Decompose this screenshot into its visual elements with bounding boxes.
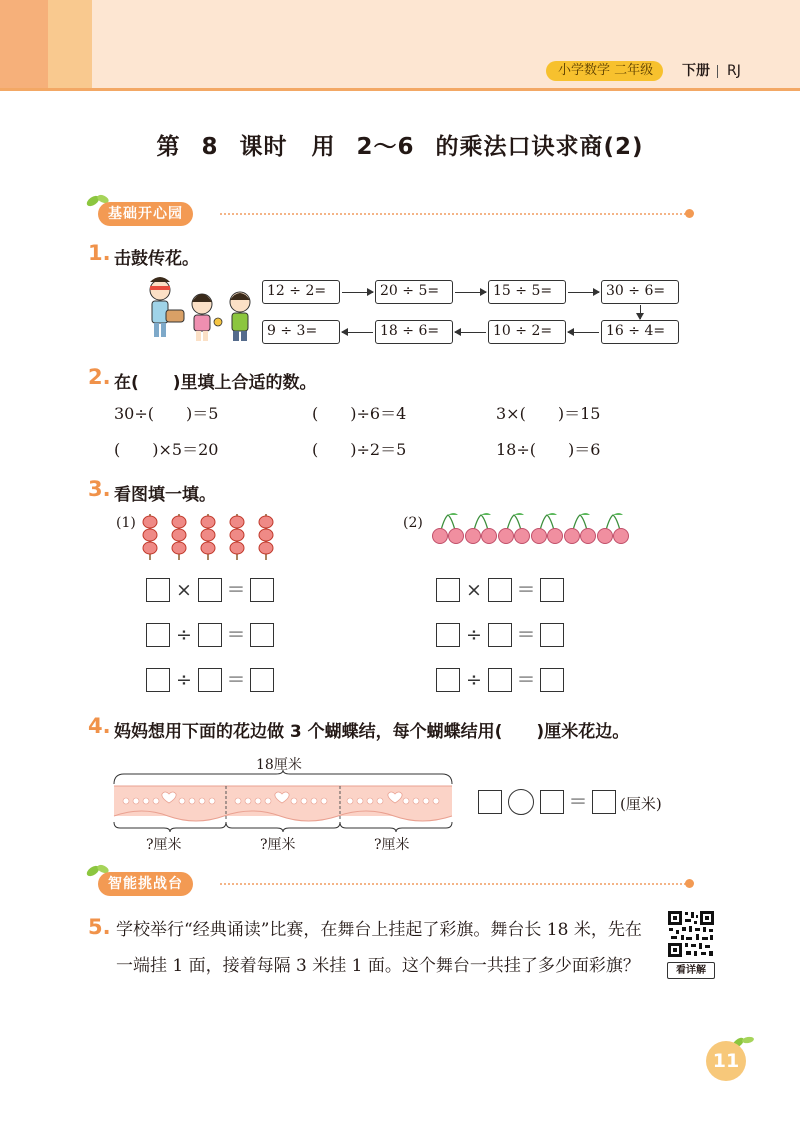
header-stripe — [48, 0, 92, 90]
equation-box[interactable]: 18 ÷ 6= — [375, 320, 453, 344]
answer-box[interactable] — [436, 578, 460, 602]
operator: ÷ — [176, 624, 192, 646]
section-title: 智能挑战台 — [98, 872, 193, 896]
arrow-right — [342, 292, 373, 293]
operator: ÷ — [176, 669, 192, 691]
children-illustration — [140, 276, 260, 342]
answer-box[interactable] — [488, 623, 512, 647]
operator: ÷ — [466, 669, 482, 691]
arrow-right — [455, 292, 486, 293]
fill-equation[interactable]: 3×( )＝15 — [496, 404, 601, 423]
section-title: 基础开心园 — [98, 202, 193, 226]
part-label: (1) — [116, 515, 136, 531]
qr-caption: 看详解 — [667, 962, 715, 979]
equation-box[interactable]: 30 ÷ 6= — [601, 280, 679, 304]
answer-box[interactable] — [198, 668, 222, 692]
dot-end — [685, 209, 694, 218]
answer-box[interactable] — [592, 790, 616, 814]
fill-equation[interactable]: 30÷( )＝5 — [114, 404, 219, 423]
operator: ＝ — [568, 791, 588, 813]
answer-box[interactable] — [250, 578, 274, 602]
question-text: 妈妈想用下面的花边做 3 个蝴蝶结，每个蝴蝶结用( )厘米花边。 — [114, 722, 630, 742]
question-text: 看图填一填。 — [114, 485, 216, 505]
question-number: 3. — [88, 477, 111, 501]
cherries-picture — [430, 512, 630, 546]
section-banner — [84, 192, 704, 232]
equation-box[interactable]: 9 ÷ 3= — [262, 320, 340, 344]
arrow-left — [455, 332, 486, 333]
answer-box[interactable] — [146, 578, 170, 602]
unit-label: (厘米) — [620, 795, 662, 813]
question-text: 学校举行“经典诵读”比赛，在舞台上挂起了彩旗。舞台长 18 米，先在一端挂 1 面，接着每隔 3 米挂 1 面。这个舞台一共挂了多少面彩旗？ — [116, 920, 642, 976]
equation-box[interactable]: 12 ÷ 2= — [262, 280, 340, 304]
dot-end — [685, 879, 694, 888]
page-header — [0, 0, 800, 90]
answer-box[interactable] — [540, 623, 564, 647]
page-number: 11 — [706, 1041, 746, 1081]
answer-box[interactable] — [540, 578, 564, 602]
equation-box[interactable]: 16 ÷ 4= — [601, 320, 679, 344]
arrow-right — [568, 292, 599, 293]
series-badge: 小学数学 二年级 — [546, 61, 663, 81]
part-label: (2) — [403, 515, 423, 531]
dotted-rule — [220, 883, 690, 885]
answer-box[interactable] — [488, 578, 512, 602]
answer-box[interactable] — [540, 790, 564, 814]
header-stripe — [0, 0, 48, 90]
answer-box[interactable] — [250, 623, 274, 647]
operator: ＝ — [516, 624, 536, 646]
answer-box[interactable] — [540, 668, 564, 692]
header-rule — [0, 88, 800, 91]
question-number: 5. — [88, 915, 111, 939]
answer-box[interactable] — [198, 578, 222, 602]
answer-box[interactable] — [198, 623, 222, 647]
edition-label: RJ — [727, 63, 741, 79]
answer-box[interactable] — [146, 668, 170, 692]
qr-code-icon[interactable] — [667, 910, 715, 958]
question-text: 在( )里填上合适的数。 — [114, 373, 317, 393]
answer-box[interactable] — [478, 790, 502, 814]
answer-box[interactable] — [250, 668, 274, 692]
arrow-left — [342, 332, 373, 333]
answer-box[interactable] — [488, 668, 512, 692]
arrow-left — [568, 332, 599, 333]
question-number: 4. — [88, 714, 111, 738]
operator: ＝ — [226, 669, 246, 691]
answer-box[interactable] — [436, 623, 460, 647]
answer-box[interactable] — [146, 623, 170, 647]
equation-box[interactable]: 10 ÷ 2= — [488, 320, 566, 344]
equation-box[interactable]: 20 ÷ 5= — [375, 280, 453, 304]
header-divider — [717, 65, 718, 78]
lace-ribbon-diagram — [112, 770, 456, 832]
fill-equation[interactable]: ( )÷2＝5 — [312, 440, 407, 459]
page-title: 第 8 课时 用 2～6 的乘法口诀求商(2) — [156, 134, 644, 160]
segment-label: ?厘米 — [146, 837, 182, 853]
question-number: 2. — [88, 365, 111, 389]
operator: ＝ — [516, 579, 536, 601]
fill-equation[interactable]: ( )×5＝20 — [114, 440, 219, 459]
operator-circle[interactable] — [508, 789, 534, 815]
question-number: 1. — [88, 241, 111, 265]
question-text: 击鼓传花。 — [114, 249, 199, 269]
equation-box[interactable]: 15 ÷ 5= — [488, 280, 566, 304]
candied-haws-picture — [138, 510, 288, 562]
operator: ÷ — [466, 624, 482, 646]
dotted-rule — [220, 213, 690, 215]
segment-label: ?厘米 — [374, 837, 410, 853]
volume-label: 下册 — [682, 63, 710, 79]
operator: × — [176, 579, 192, 601]
operator: ＝ — [516, 669, 536, 691]
fill-equation[interactable]: ( )÷6＝4 — [312, 404, 407, 423]
segment-label: ?厘米 — [260, 837, 296, 853]
answer-box[interactable] — [436, 668, 460, 692]
operator: × — [466, 579, 482, 601]
total-length-label: 18厘米 — [256, 757, 302, 773]
arrow-down — [640, 305, 641, 319]
operator: ＝ — [226, 579, 246, 601]
fill-equation[interactable]: 18÷( )＝6 — [496, 440, 601, 459]
operator: ＝ — [226, 624, 246, 646]
section-banner — [84, 862, 704, 902]
